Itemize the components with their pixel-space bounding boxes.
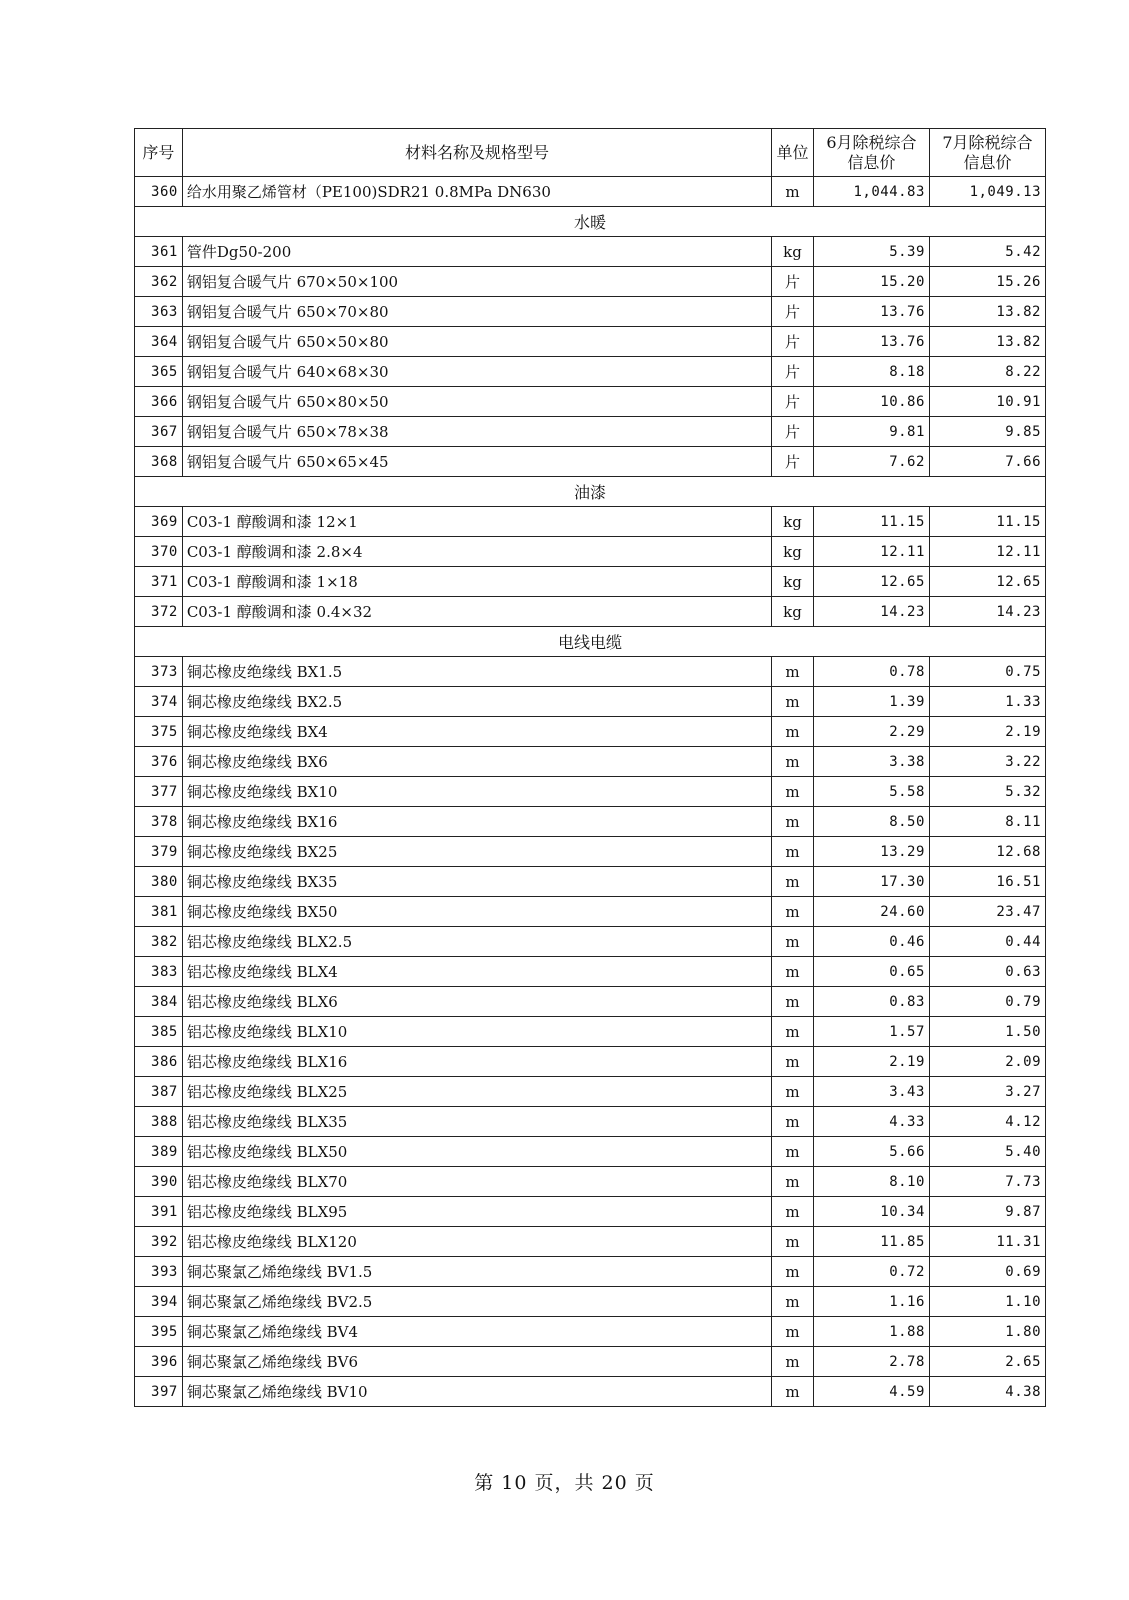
unit-cell: m (772, 687, 814, 717)
june-price: 5.66 (813, 1137, 929, 1167)
section-title: 电线电缆 (135, 627, 1046, 657)
july-price: 4.38 (929, 1377, 1045, 1407)
material-name: 管件Dg50-200 (182, 237, 771, 267)
section-row (135, 477, 1046, 507)
unit-cell: 片 (772, 267, 814, 297)
row-number: 365 (135, 357, 183, 387)
table-row (135, 717, 1046, 747)
price-table (134, 128, 1046, 1407)
table-row (135, 1257, 1046, 1287)
july-price: 8.22 (929, 357, 1045, 387)
table-row (135, 987, 1046, 1017)
row-number: 376 (135, 747, 183, 777)
july-price: 0.75 (929, 657, 1045, 687)
table-row (135, 297, 1046, 327)
row-number: 379 (135, 837, 183, 867)
june-price: 4.33 (813, 1107, 929, 1137)
june-price: 0.78 (813, 657, 929, 687)
section-row (135, 627, 1046, 657)
material-name: 铜芯橡皮绝缘线 BX50 (182, 897, 771, 927)
unit-cell: m (772, 987, 814, 1017)
row-number: 362 (135, 267, 183, 297)
june-price: 1.57 (813, 1017, 929, 1047)
july-price: 5.42 (929, 237, 1045, 267)
table-row (135, 567, 1046, 597)
july-price: 0.69 (929, 1257, 1045, 1287)
section-row (135, 207, 1046, 237)
material-name: 给水用聚乙烯管材（PE100)SDR21 0.8MPa DN630 (182, 177, 771, 207)
table-body (135, 177, 1046, 1407)
page-footer: 第 10 页，共 20 页 (474, 1472, 655, 1494)
material-name: 铜芯橡皮绝缘线 BX4 (182, 717, 771, 747)
june-price: 0.46 (813, 927, 929, 957)
row-number: 372 (135, 597, 183, 627)
row-number: 394 (135, 1287, 183, 1317)
july-price: 11.31 (929, 1227, 1045, 1257)
table-row (135, 1047, 1046, 1077)
material-name: 铝芯橡皮绝缘线 BLX25 (182, 1077, 771, 1107)
june-price: 14.23 (813, 597, 929, 627)
table-row (135, 1167, 1046, 1197)
unit-cell: m (772, 1047, 814, 1077)
material-name: 钢铝复合暖气片 650×65×45 (182, 447, 771, 477)
june-price: 3.38 (813, 747, 929, 777)
july-price: 11.15 (929, 507, 1045, 537)
july-price: 23.47 (929, 897, 1045, 927)
june-price: 13.76 (813, 297, 929, 327)
row-number: 395 (135, 1317, 183, 1347)
july-price: 1.33 (929, 687, 1045, 717)
header-july-price (929, 129, 1045, 177)
unit-cell: 片 (772, 417, 814, 447)
material-name: 铜芯橡皮绝缘线 BX25 (182, 837, 771, 867)
material-name: 钢铝复合暖气片 650×70×80 (182, 297, 771, 327)
july-price: 16.51 (929, 867, 1045, 897)
row-number: 388 (135, 1107, 183, 1137)
table-row (135, 237, 1046, 267)
july-price: 0.63 (929, 957, 1045, 987)
table-row (135, 1227, 1046, 1257)
table-row (135, 1107, 1046, 1137)
row-number: 397 (135, 1377, 183, 1407)
june-price: 2.29 (813, 717, 929, 747)
material-name: 铜芯橡皮绝缘线 BX1.5 (182, 657, 771, 687)
material-name: 铜芯聚氯乙烯绝缘线 BV1.5 (182, 1257, 771, 1287)
row-number: 366 (135, 387, 183, 417)
july-price: 12.68 (929, 837, 1045, 867)
row-number: 368 (135, 447, 183, 477)
material-name: 铝芯橡皮绝缘线 BLX120 (182, 1227, 771, 1257)
june-price: 8.10 (813, 1167, 929, 1197)
row-number: 383 (135, 957, 183, 987)
july-price: 8.11 (929, 807, 1045, 837)
june-price: 11.85 (813, 1227, 929, 1257)
july-price: 1.50 (929, 1017, 1045, 1047)
july-price: 1,049.13 (929, 177, 1045, 207)
material-name: C03-1 醇酸调和漆 12×1 (182, 507, 771, 537)
row-number: 360 (135, 177, 183, 207)
row-number: 371 (135, 567, 183, 597)
table-row (135, 267, 1046, 297)
june-price: 3.43 (813, 1077, 929, 1107)
material-name: 钢铝复合暖气片 670×50×100 (182, 267, 771, 297)
header-july-line2: 信息价 (963, 152, 1012, 172)
june-price: 0.72 (813, 1257, 929, 1287)
unit-cell: m (772, 1377, 814, 1407)
july-price: 1.80 (929, 1317, 1045, 1347)
row-number: 385 (135, 1017, 183, 1047)
unit-cell: kg (772, 237, 814, 267)
july-price: 0.79 (929, 987, 1045, 1017)
material-name: 铜芯橡皮绝缘线 BX35 (182, 867, 771, 897)
material-name: 铝芯橡皮绝缘线 BLX95 (182, 1197, 771, 1227)
table-row (135, 1137, 1046, 1167)
section-title: 水暖 (135, 207, 1046, 237)
june-price: 5.39 (813, 237, 929, 267)
row-number: 364 (135, 327, 183, 357)
table-header-row (135, 129, 1046, 177)
row-number: 386 (135, 1047, 183, 1077)
unit-cell: m (772, 867, 814, 897)
unit-cell: m (772, 1287, 814, 1317)
table-row (135, 1197, 1046, 1227)
unit-cell: 片 (772, 297, 814, 327)
unit-cell: m (772, 1197, 814, 1227)
june-price: 8.18 (813, 357, 929, 387)
july-price: 2.09 (929, 1047, 1045, 1077)
june-price: 9.81 (813, 417, 929, 447)
unit-cell: m (772, 1227, 814, 1257)
material-name: 铝芯橡皮绝缘线 BLX16 (182, 1047, 771, 1077)
table-row (135, 357, 1046, 387)
unit-cell: m (772, 957, 814, 987)
row-number: 387 (135, 1077, 183, 1107)
material-name: 铝芯橡皮绝缘线 BLX4 (182, 957, 771, 987)
july-price: 2.19 (929, 717, 1045, 747)
material-name: 钢铝复合暖气片 650×78×38 (182, 417, 771, 447)
unit-cell: m (772, 1317, 814, 1347)
row-number: 382 (135, 927, 183, 957)
row-number: 377 (135, 777, 183, 807)
header-july-line1: 7月除税综合 (942, 132, 1033, 152)
header-no: 序号 (135, 129, 183, 177)
material-name: C03-1 醇酸调和漆 2.8×4 (182, 537, 771, 567)
june-price: 10.34 (813, 1197, 929, 1227)
unit-cell: m (772, 1137, 814, 1167)
table-row (135, 957, 1046, 987)
header-june-line1: 6月除税综合 (826, 132, 917, 152)
unit-cell: m (772, 1107, 814, 1137)
row-number: 373 (135, 657, 183, 687)
material-name: 钢铝复合暖气片 650×80×50 (182, 387, 771, 417)
july-price: 2.65 (929, 1347, 1045, 1377)
july-price: 10.91 (929, 387, 1045, 417)
row-number: 390 (135, 1167, 183, 1197)
row-number: 378 (135, 807, 183, 837)
table-row (135, 177, 1046, 207)
material-name: 钢铝复合暖气片 640×68×30 (182, 357, 771, 387)
table-row (135, 867, 1046, 897)
row-number: 393 (135, 1257, 183, 1287)
material-name: 铜芯橡皮绝缘线 BX6 (182, 747, 771, 777)
june-price: 17.30 (813, 867, 929, 897)
material-name: 钢铝复合暖气片 650×50×80 (182, 327, 771, 357)
june-price: 7.62 (813, 447, 929, 477)
row-number: 381 (135, 897, 183, 927)
unit-cell: 片 (772, 387, 814, 417)
june-price: 2.78 (813, 1347, 929, 1377)
table-row (135, 327, 1046, 357)
june-price: 2.19 (813, 1047, 929, 1077)
unit-cell: 片 (772, 447, 814, 477)
unit-cell: kg (772, 507, 814, 537)
material-name: 铜芯聚氯乙烯绝缘线 BV10 (182, 1377, 771, 1407)
row-number: 375 (135, 717, 183, 747)
material-name: 铝芯橡皮绝缘线 BLX50 (182, 1137, 771, 1167)
unit-cell: m (772, 1257, 814, 1287)
row-number: 396 (135, 1347, 183, 1377)
june-price: 11.15 (813, 507, 929, 537)
july-price: 7.73 (929, 1167, 1045, 1197)
section-title: 油漆 (135, 477, 1046, 507)
material-name: 铜芯聚氯乙烯绝缘线 BV4 (182, 1317, 771, 1347)
july-price: 12.65 (929, 567, 1045, 597)
june-price: 12.65 (813, 567, 929, 597)
unit-cell: m (772, 717, 814, 747)
material-name: 铝芯橡皮绝缘线 BLX70 (182, 1167, 771, 1197)
july-price: 5.32 (929, 777, 1045, 807)
june-price: 8.50 (813, 807, 929, 837)
july-price: 5.40 (929, 1137, 1045, 1167)
july-price: 13.82 (929, 327, 1045, 357)
row-number: 392 (135, 1227, 183, 1257)
table-row (135, 927, 1046, 957)
unit-cell: kg (772, 567, 814, 597)
table-row (135, 1287, 1046, 1317)
material-name: C03-1 醇酸调和漆 0.4×32 (182, 597, 771, 627)
header-name: 材料名称及规格型号 (182, 129, 771, 177)
table-row (135, 837, 1046, 867)
unit-cell: m (772, 1017, 814, 1047)
unit-cell: 片 (772, 357, 814, 387)
table-row (135, 687, 1046, 717)
header-june-price (813, 129, 929, 177)
table-row (135, 597, 1046, 627)
unit-cell: kg (772, 597, 814, 627)
june-price: 10.86 (813, 387, 929, 417)
row-number: 374 (135, 687, 183, 717)
material-name: 铝芯橡皮绝缘线 BLX35 (182, 1107, 771, 1137)
july-price: 0.44 (929, 927, 1045, 957)
table-row (135, 807, 1046, 837)
material-name: 铝芯橡皮绝缘线 BLX6 (182, 987, 771, 1017)
material-name: 铜芯聚氯乙烯绝缘线 BV2.5 (182, 1287, 771, 1317)
unit-cell: m (772, 927, 814, 957)
unit-cell: m (772, 837, 814, 867)
unit-cell: m (772, 1167, 814, 1197)
june-price: 4.59 (813, 1377, 929, 1407)
july-price: 14.23 (929, 597, 1045, 627)
table-row (135, 897, 1046, 927)
table-row (135, 1077, 1046, 1107)
june-price: 0.65 (813, 957, 929, 987)
material-name: 铜芯橡皮绝缘线 BX10 (182, 777, 771, 807)
july-price: 1.10 (929, 1287, 1045, 1317)
table-row (135, 507, 1046, 537)
june-price: 13.76 (813, 327, 929, 357)
june-price: 15.20 (813, 267, 929, 297)
june-price: 24.60 (813, 897, 929, 927)
table-row (135, 1317, 1046, 1347)
unit-cell: m (772, 1347, 814, 1377)
july-price: 3.27 (929, 1077, 1045, 1107)
unit-cell: m (772, 177, 814, 207)
table-row (135, 1377, 1046, 1407)
table-row (135, 1347, 1046, 1377)
row-number: 370 (135, 537, 183, 567)
material-name: 铜芯橡皮绝缘线 BX2.5 (182, 687, 771, 717)
table-row (135, 747, 1046, 777)
june-price: 5.58 (813, 777, 929, 807)
unit-cell: m (772, 807, 814, 837)
table-row (135, 657, 1046, 687)
july-price: 13.82 (929, 297, 1045, 327)
material-name: 铜芯橡皮绝缘线 BX16 (182, 807, 771, 837)
material-name: C03-1 醇酸调和漆 1×18 (182, 567, 771, 597)
june-price: 1.39 (813, 687, 929, 717)
row-number: 391 (135, 1197, 183, 1227)
june-price: 12.11 (813, 537, 929, 567)
june-price: 0.83 (813, 987, 929, 1017)
table-row (135, 777, 1046, 807)
row-number: 369 (135, 507, 183, 537)
table-row (135, 447, 1046, 477)
unit-cell: m (772, 657, 814, 687)
unit-cell: m (772, 747, 814, 777)
header-june-line2: 信息价 (847, 152, 896, 172)
row-number: 361 (135, 237, 183, 267)
july-price: 15.26 (929, 267, 1045, 297)
unit-cell: m (772, 777, 814, 807)
table-row (135, 387, 1046, 417)
july-price: 9.85 (929, 417, 1045, 447)
july-price: 12.11 (929, 537, 1045, 567)
material-name: 铜芯聚氯乙烯绝缘线 BV6 (182, 1347, 771, 1377)
header-unit: 单位 (772, 129, 814, 177)
row-number: 367 (135, 417, 183, 447)
row-number: 380 (135, 867, 183, 897)
june-price: 13.29 (813, 837, 929, 867)
july-price: 7.66 (929, 447, 1045, 477)
table-row (135, 1017, 1046, 1047)
material-name: 铝芯橡皮绝缘线 BLX2.5 (182, 927, 771, 957)
row-number: 363 (135, 297, 183, 327)
july-price: 3.22 (929, 747, 1045, 777)
june-price: 1,044.83 (813, 177, 929, 207)
unit-cell: m (772, 1077, 814, 1107)
unit-cell: m (772, 897, 814, 927)
june-price: 1.16 (813, 1287, 929, 1317)
unit-cell: 片 (772, 327, 814, 357)
row-number: 389 (135, 1137, 183, 1167)
material-name: 铝芯橡皮绝缘线 BLX10 (182, 1017, 771, 1047)
june-price: 1.88 (813, 1317, 929, 1347)
row-number: 384 (135, 987, 183, 1017)
july-price: 9.87 (929, 1197, 1045, 1227)
unit-cell: kg (772, 537, 814, 567)
table-row (135, 537, 1046, 567)
july-price: 4.12 (929, 1107, 1045, 1137)
table-row (135, 417, 1046, 447)
